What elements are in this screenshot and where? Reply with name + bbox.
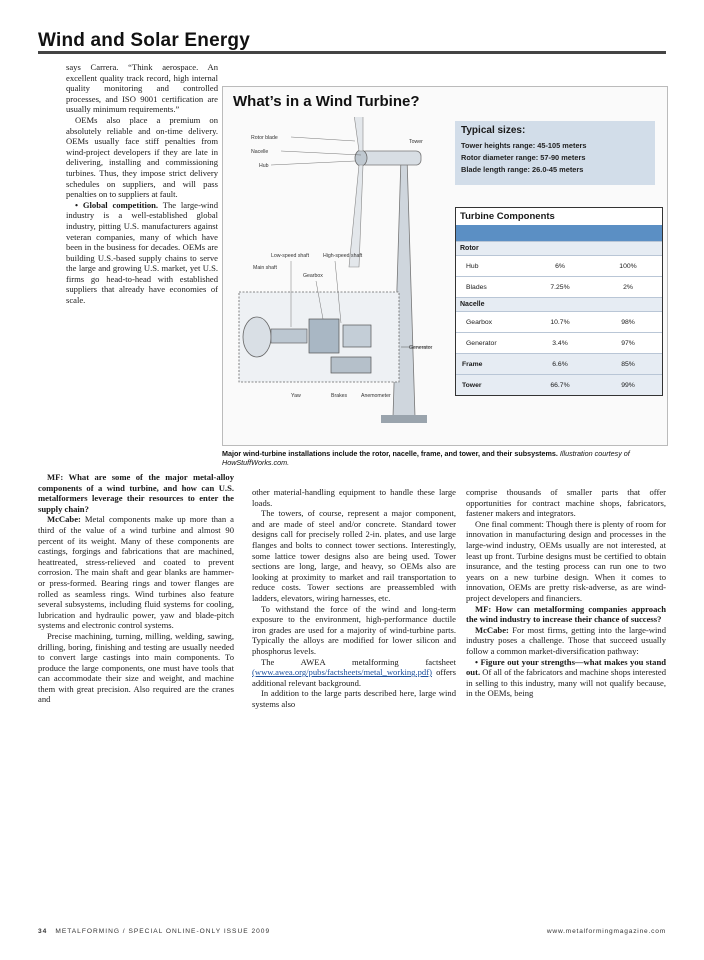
paragraph: OEMs also place a premium on absolutely reliable and on-time delivery. OEMs usually face stiff penalties from wind-project developers if they are late in delivering, installing and commissioning turbines. Thus, they impose strict delivery schedules on suppliers, and will pass penalties on to suppliers at fault.	[66, 114, 218, 200]
table-section: Rotor	[456, 241, 662, 255]
answer-text: Metal components make up more than a third of the value of a wind turbine and almost 90 percent of its weight. Many of these components are castings, forgings and fabrications that are machined, heattreated, stress-relieved and coated to prevent corrosion. The main shaft and gear blanks are hammer- or press-formed. Bearing rings and tower flanges are rolled as seamless rings. Wind turbines also feature several subsystems, including fluid systems for cooling, lubrication and hydraulic power, yaw and blade-pitch systems and electronic control systems.	[38, 514, 234, 631]
table-title: Turbine Components	[460, 211, 555, 222]
paragraph: says Carrera. “Think aerospace. An excellent quality track record, high internal quality monitoring and controlled processes, and ISO 9001 certification are usually minimum requirements.”	[66, 62, 218, 115]
question	[38, 472, 234, 514]
cell-weight: 10.7%	[550, 318, 570, 326]
table-row	[456, 276, 662, 297]
table-row	[456, 311, 662, 332]
page-number: 34	[38, 928, 48, 935]
question-tag: MF:	[47, 472, 64, 482]
factsheet-link[interactable]: (www.awea.org/pubs/factsheets/metal_working.pdf)	[252, 667, 432, 678]
bullet-text: The large-wind industry is a well-established global industry, pitting U.S. manufacturers against veteran companies, many of which have been in the business for decades. OEMs are building U.S.-based supply chains to serve the large and growing U.S. market, yet U.S. firms go head-to-head with established suppliers that already have economies of scale.	[66, 199, 218, 306]
cell-label: Hub	[466, 262, 479, 270]
cell-metal: 98%	[621, 318, 635, 326]
caption-text: Major wind-turbine installations include the rotor, nacelle, frame, and tower, and their subsystems.	[222, 449, 558, 458]
table-header	[456, 225, 662, 241]
label-brakes: Brakes	[331, 393, 348, 399]
cell-weight: 66.7%	[550, 381, 570, 389]
wind-turbine-figure	[222, 86, 668, 446]
column-2	[252, 487, 456, 709]
typical-size-line: Rotor diameter range: 57-90 meters	[461, 153, 586, 162]
typical-sizes-title: Typical sizes:	[461, 125, 526, 136]
label-main-shaft: Main shaft	[253, 265, 277, 271]
answer-tag: McCabe:	[47, 514, 81, 525]
generator-detail	[343, 325, 371, 347]
yaw-detail	[331, 357, 371, 373]
text: offers additional relevant background.	[252, 667, 456, 688]
paragraph	[252, 657, 456, 689]
answer	[466, 625, 666, 657]
cell-weight: 6%	[555, 262, 565, 270]
answer-text: For most firms, getting into the large-wind industry poses a challenge. Those that succeed usually follow a common market-diversification pathway:	[466, 624, 666, 656]
table-row	[456, 374, 662, 395]
cell-metal: 85%	[621, 360, 635, 368]
paragraph: In addition to the large parts described here, large wind systems also	[252, 688, 456, 709]
label-high-speed-shaft: High-speed shaft	[323, 253, 363, 259]
table-row	[456, 255, 662, 276]
hub-shape	[355, 150, 367, 166]
cell-metal: 100%	[619, 262, 637, 270]
figure-caption	[222, 449, 666, 467]
label-tower: Tower	[409, 139, 423, 145]
blade-shape	[353, 117, 363, 151]
paragraph: To withstand the force of the wind and long-term exposure to the environment, high-performance ductile iron grades are used for a majority of wind-turbine parts. Typically the alloys are modified for lower silicon and phosphorus levels.	[252, 603, 456, 656]
cell-metal: 97%	[621, 339, 635, 347]
paragraph: The towers, of course, represent a major component, and are made of steel and/or concrete. Standard tower designs call for precisely rolled 2-in. plates, and use large flanges and bolts to connect tower sections. Interestingly, some lattice tower designs also are being used. Tower sections are long, large, and heavy, so OEMs also are looking at proximity to market and rail transportation to reduce costs. Tower sections are preassembled with ladders, elevators, wiring harnesses, etc.	[252, 508, 456, 603]
figure-title: What’s in a Wind Turbine?	[233, 93, 420, 110]
cell-weight: 3.4%	[552, 339, 568, 347]
bullet-lead: • Figure out your strengths—what makes you stand out.	[466, 656, 666, 678]
turbine-components-table	[455, 207, 663, 396]
answer-tag: McCabe:	[475, 624, 509, 635]
paragraph: other material-handling equipment to handle these large loads.	[252, 487, 456, 508]
label-anemometer: Anemometer	[361, 393, 391, 399]
label-yaw: Yaw	[291, 393, 301, 399]
label-nacelle: Nacelle	[251, 149, 269, 155]
question-text: How can metalforming companies approach the wind industry to increase their chance of success?	[466, 603, 666, 625]
label-rotor-blade: Rotor blade	[251, 135, 278, 141]
cell-metal: 2%	[623, 283, 633, 291]
paragraph	[66, 200, 218, 306]
text: The AWEA metalforming factsheet	[261, 656, 456, 667]
bullet-text: Of all of the fabricators and machine shops interested in selling to this industry, many will not qualify because, in the OEMs, being	[466, 667, 666, 699]
label-hub: Hub	[259, 163, 269, 169]
blade-shape	[349, 165, 363, 267]
bullet	[466, 657, 666, 699]
cell-weight: 7.25%	[550, 283, 570, 291]
typical-size-line: Tower heights range: 45-105 meters	[461, 141, 587, 150]
column-1-bottom	[38, 472, 234, 705]
tower-base	[381, 415, 427, 423]
header-rule	[38, 51, 666, 54]
cell-label: Generator	[466, 339, 497, 347]
paragraph: One final comment: Though there is plenty of room for innovation in manufacturing design and processes in the large-wind industry, OEMs usually are not interested, at least up front. Turbine designs must be certified to obtain insurance, and the testing process can run one to two years on a new turbine design. When it comes to innovation, OEMs are pretty risk-adverse, as are wind-project developers and financiers.	[466, 518, 666, 603]
label-gearbox: Gearbox	[303, 273, 323, 279]
column-3	[466, 487, 666, 699]
hub-detail	[243, 317, 271, 357]
publication-line: METALFORMING / SPECIAL ONLINE-ONLY ISSUE 2009	[55, 928, 271, 935]
table-row	[456, 353, 662, 374]
answer	[38, 514, 234, 631]
typical-size-line: Blade length range: 26.0-45 meters	[461, 165, 584, 174]
paragraph: comprise thousands of smaller parts that offer opportunities for contract machine shops, fabricators, fastener makers and integrators.	[466, 487, 666, 519]
question-text: What are some of the major metal-alloy components of a wind turbine, and how can U.S. metalformers leverage their resources to enter the supply chain?	[38, 472, 234, 514]
bullet-lead: • Global competition.	[75, 199, 159, 210]
footer-website[interactable]: www.metalformingmagazine.com	[546, 928, 666, 935]
section-title: Wind and Solar Energy	[38, 30, 251, 51]
cell-label: Blades	[466, 283, 487, 291]
turbine-illustration	[231, 117, 453, 437]
footer-left	[38, 928, 270, 935]
column-1-top	[66, 62, 218, 306]
label-generator: Generator	[409, 345, 433, 351]
caption-credit: Illustration courtesy of HowStuffWorks.com.	[222, 449, 630, 467]
question-tag: MF:	[475, 603, 492, 614]
cell-weight: 6.6%	[552, 360, 568, 368]
cell-label: Frame	[462, 360, 483, 368]
nacelle-shape	[361, 151, 421, 165]
cell-metal: 99%	[621, 381, 635, 389]
table-row	[456, 332, 662, 353]
table-section: Nacelle	[456, 297, 662, 311]
cell-label: Tower	[462, 381, 482, 389]
typical-sizes-box	[455, 121, 655, 185]
paragraph: Precise machining, turning, milling, welding, sawing, drilling, boring, finishing and testing are usually needed to convert large castings into main components. To produce the large components, one must have tools that can accommodate their size and weight, and machine them with great precision. Also required are the cranes and	[38, 630, 234, 705]
gearbox-detail	[309, 319, 339, 353]
label-low-speed-shaft: Low-speed shaft	[271, 253, 310, 259]
cell-label: Gearbox	[466, 318, 493, 326]
question	[466, 604, 666, 625]
main-shaft-detail	[271, 329, 307, 343]
